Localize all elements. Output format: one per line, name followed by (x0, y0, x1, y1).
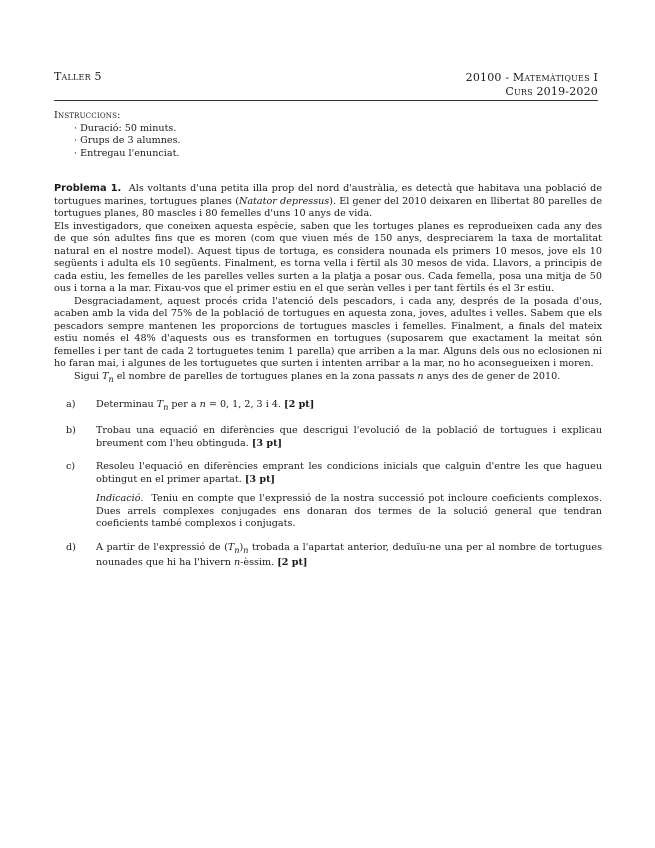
math-symbol: n (417, 370, 424, 382)
math-subscript: n (234, 545, 240, 555)
part-text-segment: ) (239, 541, 244, 553)
problem-paragraph-2: Els investigadors, que coneixen aquesta espècie, saben que les tortuges planes es reprodueixen cada any des de que són adultes fins que es moren (com que viuen més de 150 anys, despreciarem la taxa de mortalitat natural en el nostre model). Aquest tipus de tortuga, es considera nounada els primers 10 mesos, jove els 10 següents i adulta els 10 següents. Finalment, es torna vella i fèrtil als 30 mesos de vida. Llavors, a principis de cada estiu, les femelles de les parelles velles surten a la platja a posar ous. Cada femella, posa una mitja de 50 ous i torna a la mar. Fixau-vos que el primer estiu en el que seràn velles i per tant fèrtils és el 3r estiu. (54, 220, 602, 294)
math-symbol: T (102, 370, 109, 382)
instruction-item: · Grups de 3 alumnes. (74, 135, 600, 148)
instruction-item: · Duració: 50 minuts. (74, 123, 600, 136)
part-text-segment: Determinau (96, 398, 157, 410)
part-text (92, 399, 602, 414)
problem-heading: Problema 1. (54, 183, 122, 194)
problem-text: anys des de gener de 2010. (423, 370, 561, 382)
part-points: [2 pt] (284, 398, 315, 410)
part-label: b) (66, 425, 76, 437)
part-text-segment: A partir de l'expressió de ( (96, 541, 228, 553)
part-text-segment: Trobau una equació en diferències que descrigui l'evolució de la població de tortugues i explicau breument com l'heu obtinguda. (96, 425, 602, 449)
hint-text: Teniu en compte que l'expressió de la nostra successió pot incloure coeficients complexos. Dues arrels complexes conjugades ens donaran dos termes de la solució general que tendran coeficients també complexos i conjugats. (96, 493, 602, 530)
course-workshop-title: Taller 5 (54, 70, 102, 83)
part-text (92, 461, 602, 531)
part-points: [2 pt] (277, 557, 308, 569)
part-c (54, 461, 602, 531)
instruction-item: · Entregau l'enunciat. (74, 148, 600, 161)
course-year: Curs 2019-2020 (505, 85, 598, 98)
problem-text: el nombre de parelles de tortugues planes en la zona passats (113, 370, 418, 382)
part-text-segment: = 0, 1, 2, 3 i 4. (205, 398, 285, 410)
part-label: d) (66, 541, 76, 553)
instructions-title: Instruccions: (54, 110, 121, 121)
part-d (54, 542, 602, 570)
part-text-segment: -èssim. (240, 557, 278, 569)
problem-parts (54, 399, 602, 570)
problem-1 (54, 183, 602, 581)
part-points: [3 pt] (244, 473, 276, 485)
course-name: 20100 - Matemàtiques I (465, 71, 598, 84)
part-label: a) (66, 398, 76, 410)
hint-label: Indicació. (96, 493, 144, 505)
part-label: c) (66, 461, 76, 473)
problem-paragraph-4 (54, 371, 602, 386)
part-points: [3 pt] (251, 437, 283, 449)
problem-paragraph-1 (54, 183, 602, 221)
problem-text: Als voltants d'una petita illa prop del nord d'austràlia, es detectà que habitava una població de tortugues marines, tortugues planes ( (54, 183, 602, 207)
math-symbol: n (199, 398, 206, 410)
math-symbol: T (227, 541, 235, 553)
math-symbol: T (156, 398, 164, 410)
part-b (54, 425, 602, 450)
part-a (54, 399, 602, 414)
species-name: Natator depressus (238, 195, 330, 207)
header-divider (54, 100, 598, 101)
problem-text: Sigui (74, 370, 103, 382)
part-text-segment: trobada a l'apartat anterior, deduïu-ne una per al nombre de tortugues nounades que hi ha l'hivern (96, 541, 603, 569)
part-text (92, 425, 602, 450)
math-subscript: n (108, 374, 114, 384)
problem-paragraph-3: Desgraciadament, aquest procés crida l'atenció dels pescadors, i cada any, després de la posada d'ous, acaben amb la vida del 75% de la població de tortugues en aquesta zona, joves, adultes i velles. Sabem que els pescadors sempre mantenen les proporcions de tortugues mascles i femelles. Finalment, a finals del mateix estiu només el 48% d'aquests ous es transformen en tortugues (suposarem que exactament la meitat són femelles i per tant de cada 2 tortuguetes tenim 1 parella) que arriben a la mar. Alguns dels ous no eclosionen ni ho faran mai, i algunes de les tortuguetes que surten i intenten arribar a la mar, no ho aconsegueixen i moren. (54, 295, 602, 369)
math-symbol: n (233, 557, 241, 569)
part-text-segment: Resoleu l'equació en diferències emprant les condicions inicials que calguin d'entre les que hagueu obtingut en el primer apartat. (96, 461, 602, 485)
part-text-segment: per a (168, 398, 200, 410)
part-text (92, 542, 602, 570)
course-info (466, 71, 598, 99)
instructions-list (54, 123, 600, 161)
hint (96, 493, 602, 531)
math-subscript: n (163, 402, 169, 412)
instructions-block (54, 110, 600, 160)
math-subscript: n (243, 545, 249, 555)
problem-text: ). El gener del 2010 deixaren en llibertat 80 parelles de tortugues planes, 80 mascles i 80 femelles d'uns 10 anys de vida. (54, 195, 602, 219)
